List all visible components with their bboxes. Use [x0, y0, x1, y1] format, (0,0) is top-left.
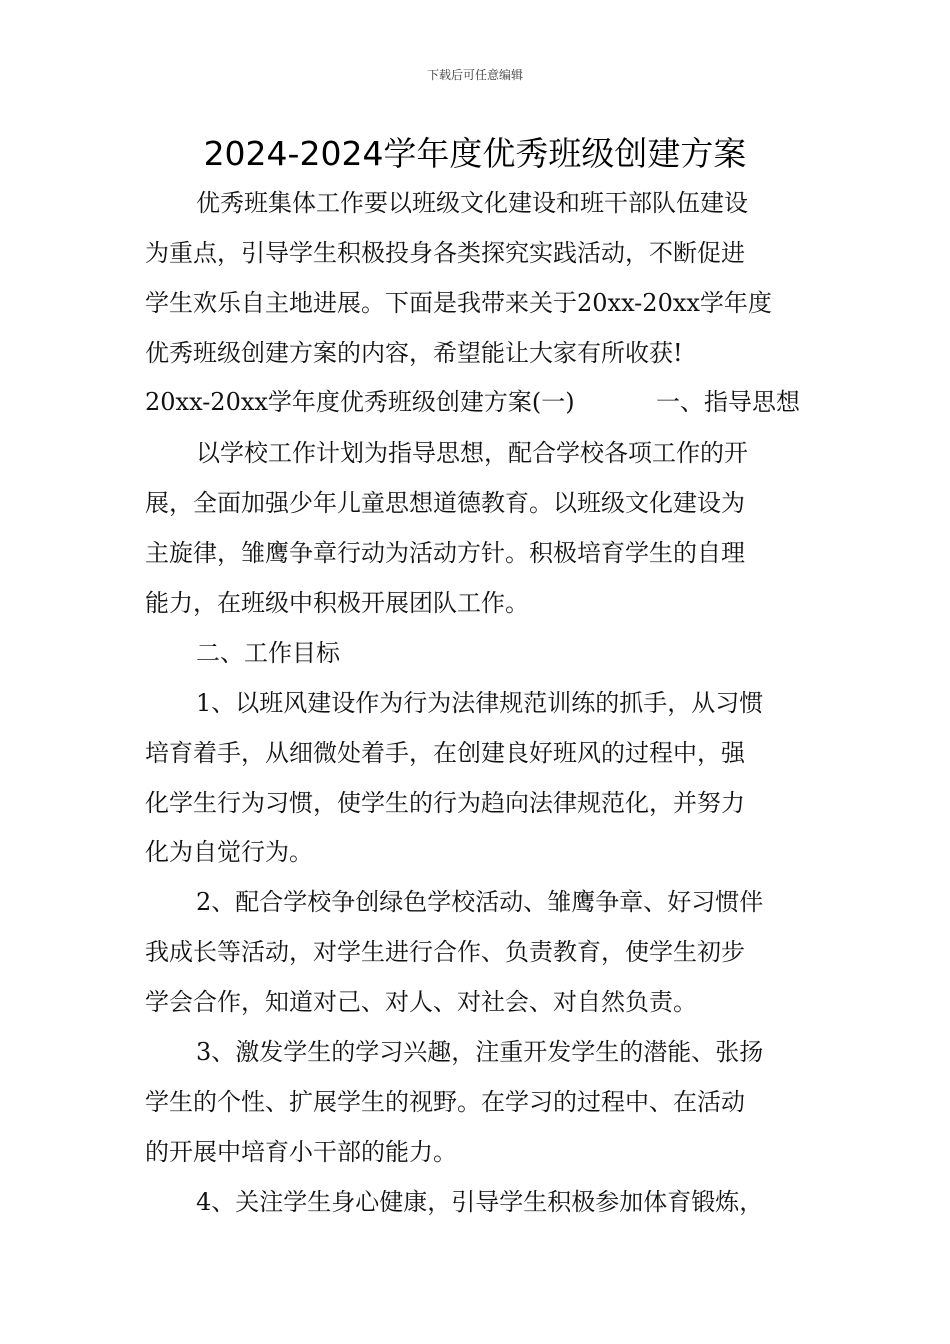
- goal-2-line: 我成长等活动，对学生进行合作、负责教育，使学生初步: [145, 938, 745, 966]
- guiding-line: 展，全面加强少年儿童思想道德教育。以班级文化建设为: [145, 489, 745, 517]
- document-title: 2024-2024学年度优秀班级创建方案: [203, 134, 747, 173]
- goal-3-line: 学生的个性、扩展学生的视野。在学习的过程中、在活动: [145, 1088, 745, 1116]
- goals-heading: 二、工作目标: [196, 639, 340, 667]
- guiding-line: 以学校工作计划为指导思想，配合学校各项工作的开: [196, 439, 748, 467]
- goal-3-line: 的开展中培育小干部的能力。: [145, 1138, 457, 1166]
- intro-line: 优秀班集体工作要以班级文化建设和班干部队伍建设: [196, 189, 748, 217]
- section-heading-subtitle: 一、指导思想: [656, 388, 800, 416]
- goal-1-line: 化为自觉行为。: [145, 838, 313, 866]
- guiding-line: 主旋律，雏鹰争章行动为活动方针。积极培育学生的自理: [145, 539, 745, 567]
- goal-1-line: 培育着手，从细微处着手，在创建良好班风的过程中，强: [145, 739, 745, 767]
- intro-line: 学生欢乐自主地进展。下面是我带来关于20xx-20xx学年度: [145, 289, 772, 317]
- goal-1-line: 1、以班风建设作为行为法律规范训练的抓手，从习惯: [196, 689, 764, 717]
- header-note: 下载后可任意编辑: [426, 68, 523, 82]
- section-heading-title: 20xx-20xx学年度优秀班级创建方案(一): [145, 388, 575, 416]
- intro-line: 优秀班级创建方案的内容，希望能让大家有所收获!: [145, 339, 683, 367]
- goal-4-line: 4、关注学生身心健康，引导学生积极参加体育锻炼，: [196, 1188, 764, 1216]
- intro-line: 为重点，引导学生积极投身各类探究实践活动，不断促进: [145, 239, 745, 267]
- guiding-line: 能力，在班级中积极开展团队工作。: [145, 589, 529, 617]
- goal-1-line: 化学生行为习惯，使学生的行为趋向法律规范化，并努力: [145, 789, 745, 817]
- goal-2-line: 学会合作，知道对己、对人、对社会、对自然负责。: [145, 988, 697, 1016]
- goal-2-line: 2、配合学校争创绿色学校活动、雏鹰争章、好习惯伴: [196, 888, 764, 916]
- section-heading-row: [145, 382, 800, 417]
- goal-3-line: 3、激发学生的学习兴趣，注重开发学生的潜能、张扬: [196, 1038, 764, 1066]
